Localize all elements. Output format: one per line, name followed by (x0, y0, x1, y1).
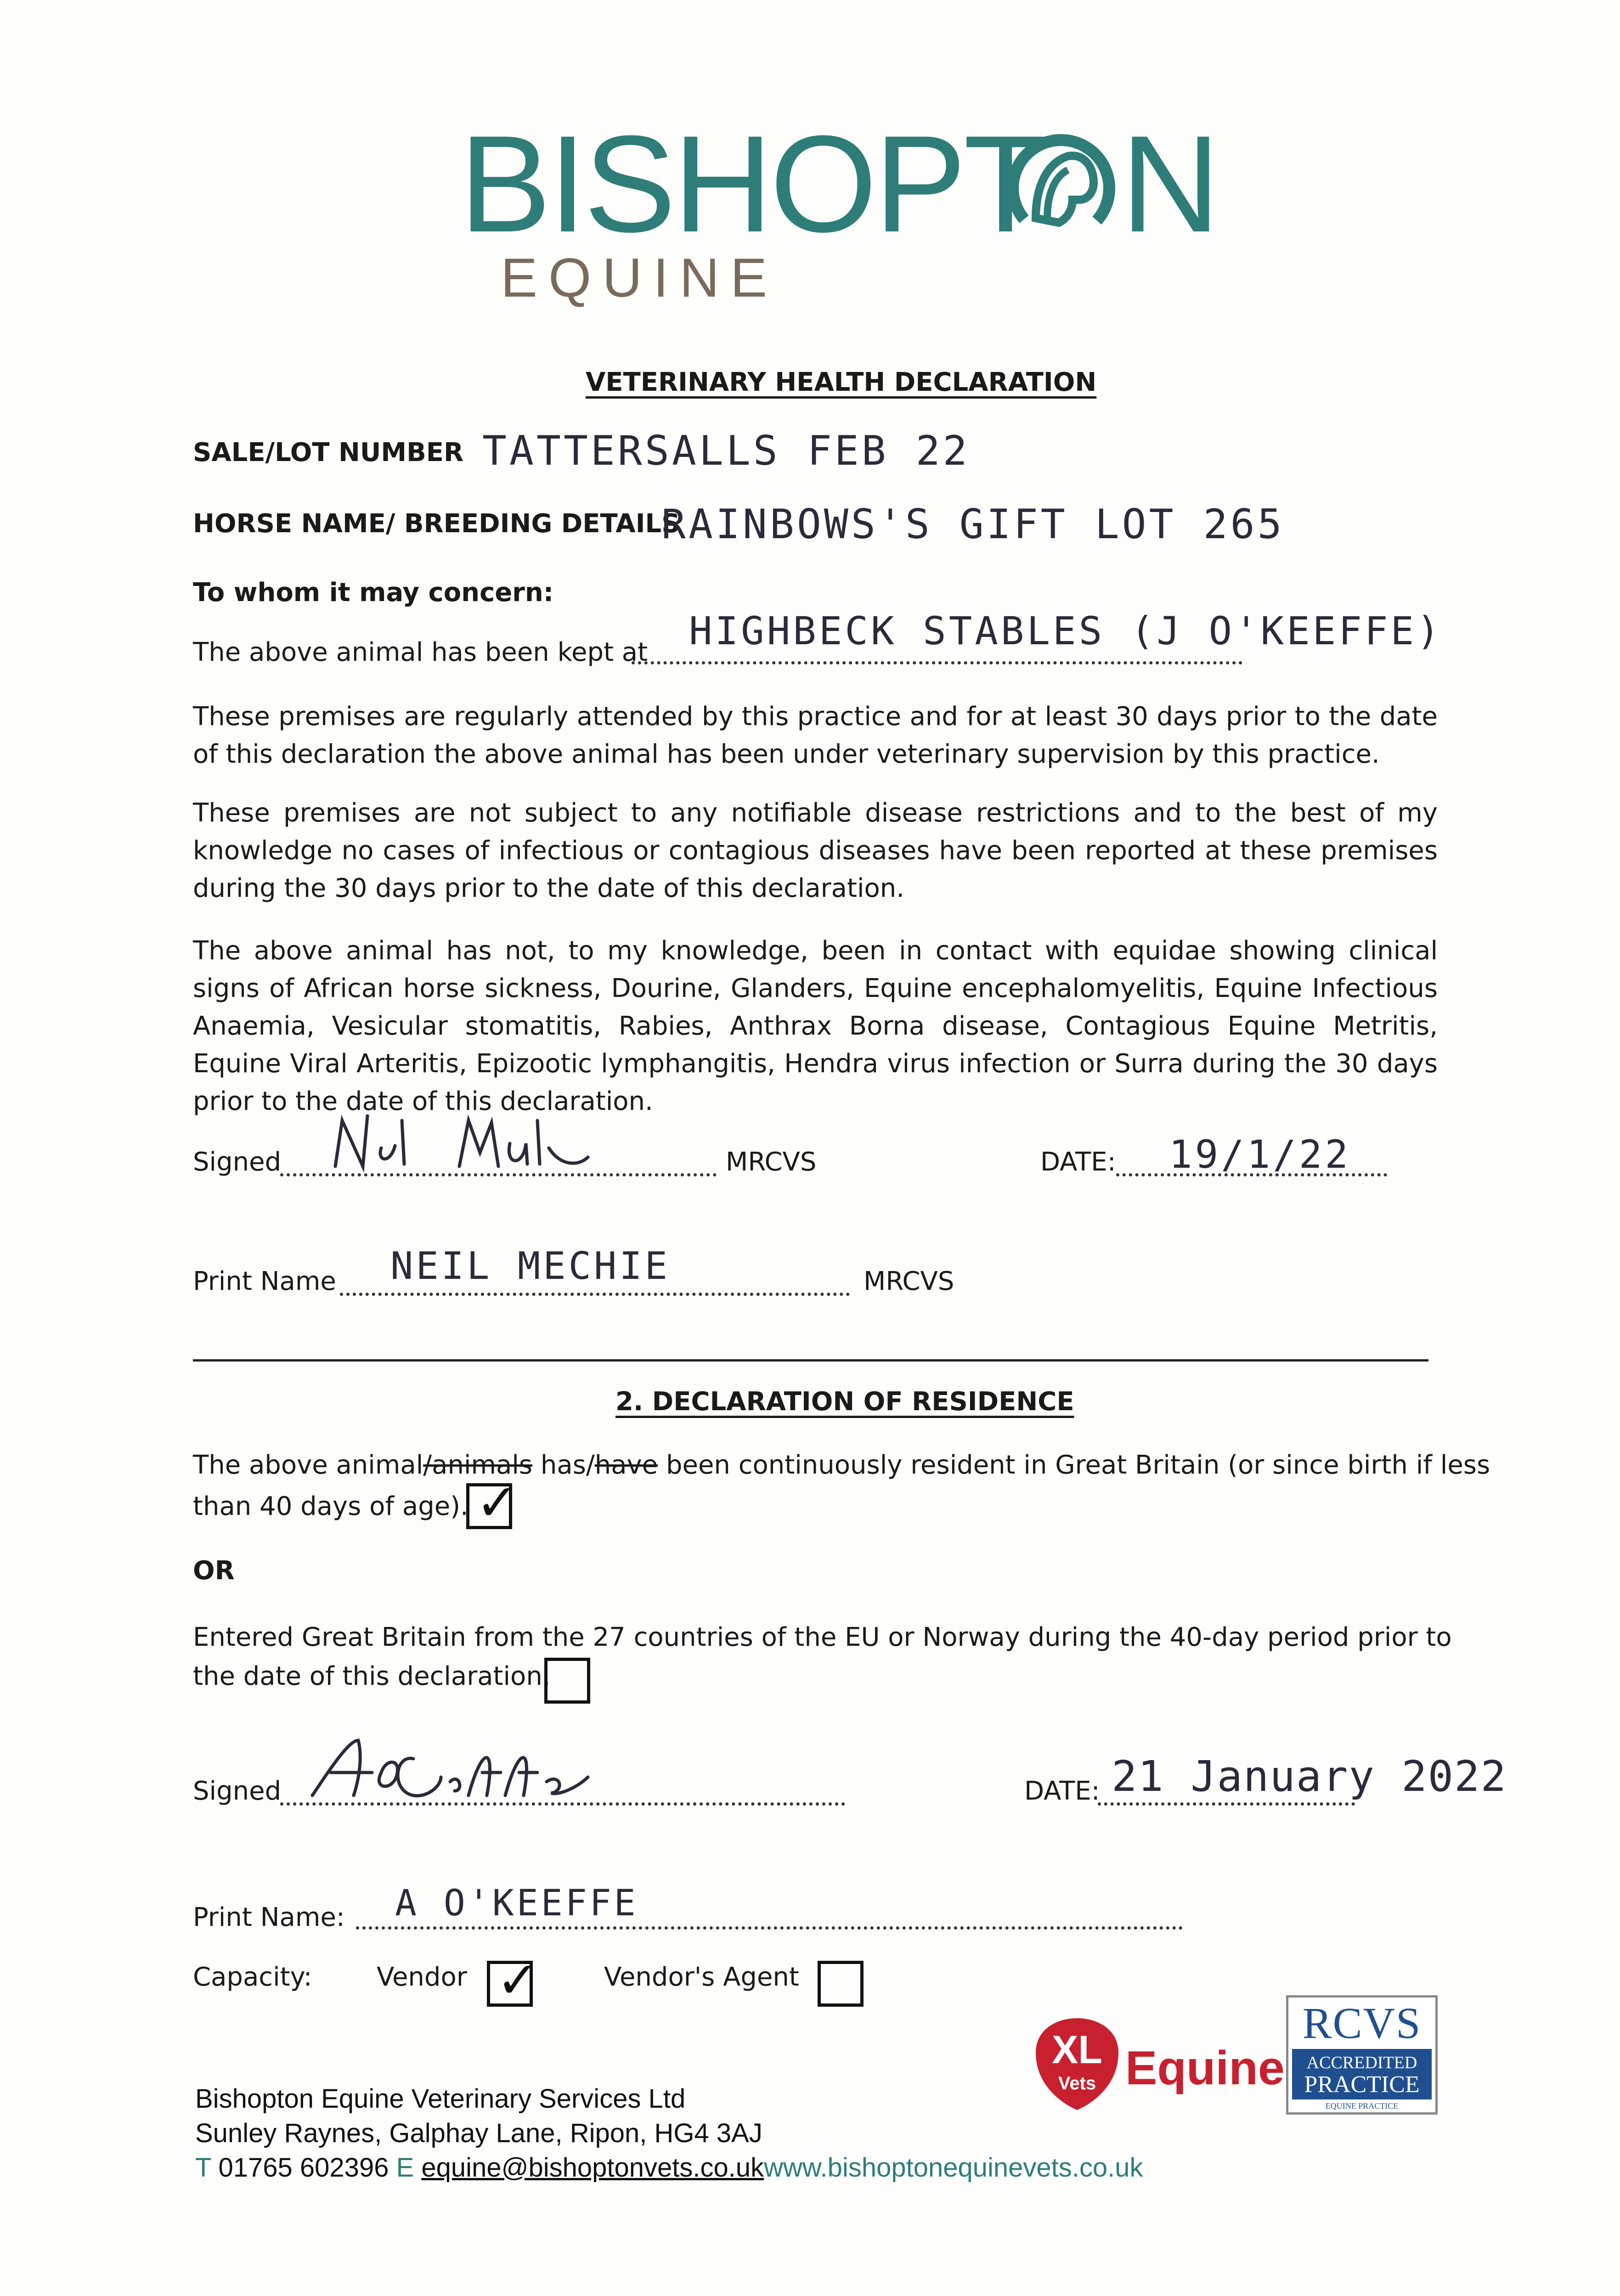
xl-badge-top: XL (1052, 2028, 1102, 2072)
entered-line-1: Entered Great Britain from the 27 countries of the EU or Norway during the 40-day period prior to (193, 1622, 1452, 1652)
horse-head-icon (1004, 131, 1118, 246)
rcvs-panel (1292, 2049, 1432, 2099)
kept-at-dotted-line (632, 661, 1242, 664)
sale-lot-value: TATTERSALLS FEB 22 (482, 427, 970, 474)
vet-signature (322, 1102, 606, 1180)
check-mark-icon: ✓ (497, 1951, 539, 2009)
vet-print-suffix: MRCVS (864, 1266, 954, 1296)
vendor-checkbox[interactable] (487, 1951, 539, 2009)
vet-signed-suffix: MRCVS (726, 1147, 817, 1177)
footer-company: Bishopton Equine Veterinary Services Ltd (195, 2084, 686, 2114)
kept-at-value: HIGHBECK STABLES (J O'KEEFFE) (689, 608, 1443, 653)
to-whom-label: To whom it may concern: (193, 578, 554, 608)
residence-line-2: than 40 days of age). (193, 1491, 469, 1521)
entered-line-2: the date of this declaration. (193, 1661, 551, 1691)
footer-email-prefix: E (396, 2153, 414, 2183)
vet-print-value: NEIL MECHIE (390, 1244, 671, 1288)
vet-signed-label: Signed (193, 1147, 282, 1177)
logo-sub: EQUINE (501, 247, 779, 309)
entered-checkbox[interactable] (544, 1658, 590, 1704)
vet-date-value: 19/1/22 (1169, 1132, 1351, 1177)
vendor-agent-checkbox[interactable] (818, 1961, 864, 2007)
residence-text-1: The above animal (193, 1450, 423, 1480)
residence-struck-animals: /animals (423, 1450, 533, 1480)
check-mark-icon: ✓ (476, 1473, 519, 1532)
residence-text-2: has/ (532, 1450, 595, 1480)
owner-date-label: DATE: (1024, 1776, 1100, 1806)
horse-name-label: HORSE NAME/ BREEDING DETAILS (193, 509, 680, 539)
owner-print-value: A O'KEEFFE (395, 1883, 638, 1924)
rcvs-line-2: PRACTICE (1304, 2071, 1420, 2098)
footer-phone: 01765 602396 (218, 2153, 389, 2183)
vendor-agent-label: Vendor's Agent (604, 1962, 799, 1992)
kept-at-label: The above animal has been kept at (193, 637, 648, 667)
owner-signature (303, 1727, 597, 1809)
residence-checkbox[interactable] (466, 1473, 519, 1532)
xl-badge-bottom: Vets (1058, 2073, 1096, 2093)
bishopton-logo (459, 107, 1240, 312)
health-declaration-heading: VETERINARY HEALTH DECLARATION (586, 367, 1097, 397)
footer-phone-prefix: T (195, 2153, 211, 2183)
owner-print-label: Print Name: (193, 1902, 345, 1932)
footer-email[interactable]: equine@bishoptonvets.co.uk (421, 2153, 764, 2183)
footer-contact-line (195, 2151, 1143, 2184)
rcvs-top: RCVS (1302, 1998, 1422, 2048)
footer-address: Sunley Raynes, Galphay Lane, Ripon, HG4 3AJ (195, 2118, 762, 2148)
owner-signed-label: Signed (193, 1776, 282, 1806)
rcvs-line-1: ACCREDITED (1306, 2053, 1417, 2072)
xl-vets-equine-logo (1033, 2016, 1291, 2122)
residence-text-3: been continuously resident in Great Britain (or since birth if less (658, 1450, 1490, 1480)
residence-heading: 2. DECLARATION OF RESIDENCE (615, 1387, 1074, 1417)
capacity-label: Capacity: (193, 1962, 312, 1992)
paragraph-restrictions: These premises are not subject to any notifiable disease restrictions and to the best of my knowledge no cases of infectious or contagious diseases have been reported at these premises during the 30 days prior to the date of this declaration. (193, 798, 1438, 903)
residence-struck-have: have (594, 1450, 658, 1480)
logo-name-right: N (1121, 107, 1220, 261)
sale-lot-label: SALE/LOT NUMBER (193, 438, 464, 467)
rcvs-line-3: EQUINE PRACTICE (1325, 2101, 1399, 2110)
logo-name-left: BISHOPT (459, 107, 1045, 261)
vendor-label: Vendor (377, 1962, 467, 1992)
owner-date-line (1098, 1802, 1355, 1806)
rcvs-accredited-badge (1286, 1995, 1438, 2115)
residence-statement (193, 1446, 1490, 1484)
vet-print-label: Print Name (193, 1266, 336, 1296)
horse-name-value: RAINBOWS'S GIFT LOT 265 (661, 501, 1285, 548)
owner-print-line (356, 1926, 1183, 1930)
or-label: OR (193, 1556, 235, 1586)
paragraph-supervision: These premises are regularly attended by this practice and for at least 30 days prior to the date of this declaration the above animal has been under veterinary supervision by this practice. (193, 702, 1438, 769)
owner-date-value: 21 January 2022 (1112, 1752, 1507, 1801)
xl-equine-word: Equine (1125, 2042, 1285, 2095)
section-divider (193, 1359, 1428, 1362)
footer-website[interactable]: www.bishoptonequinevets.co.uk (764, 2153, 1143, 2183)
paragraph-contact: The above animal has not, to my knowledge, been in contact with equidae showing clinical signs of African horse sickness, Dourine, Glanders, Equine encephalomyelitis, Equine Infectious Anaemia, Vesicular stomatitis, Rabies, Anthrax Borna disease, Contagious Equine Metritis, Equine Viral Arteritis, Epizootic lymphangitis, Hendra virus infection or Surra during the 30 days prior to the date of this declaration. (193, 936, 1438, 1116)
vet-print-line (340, 1293, 850, 1296)
vet-date-label: DATE: (1040, 1147, 1116, 1177)
